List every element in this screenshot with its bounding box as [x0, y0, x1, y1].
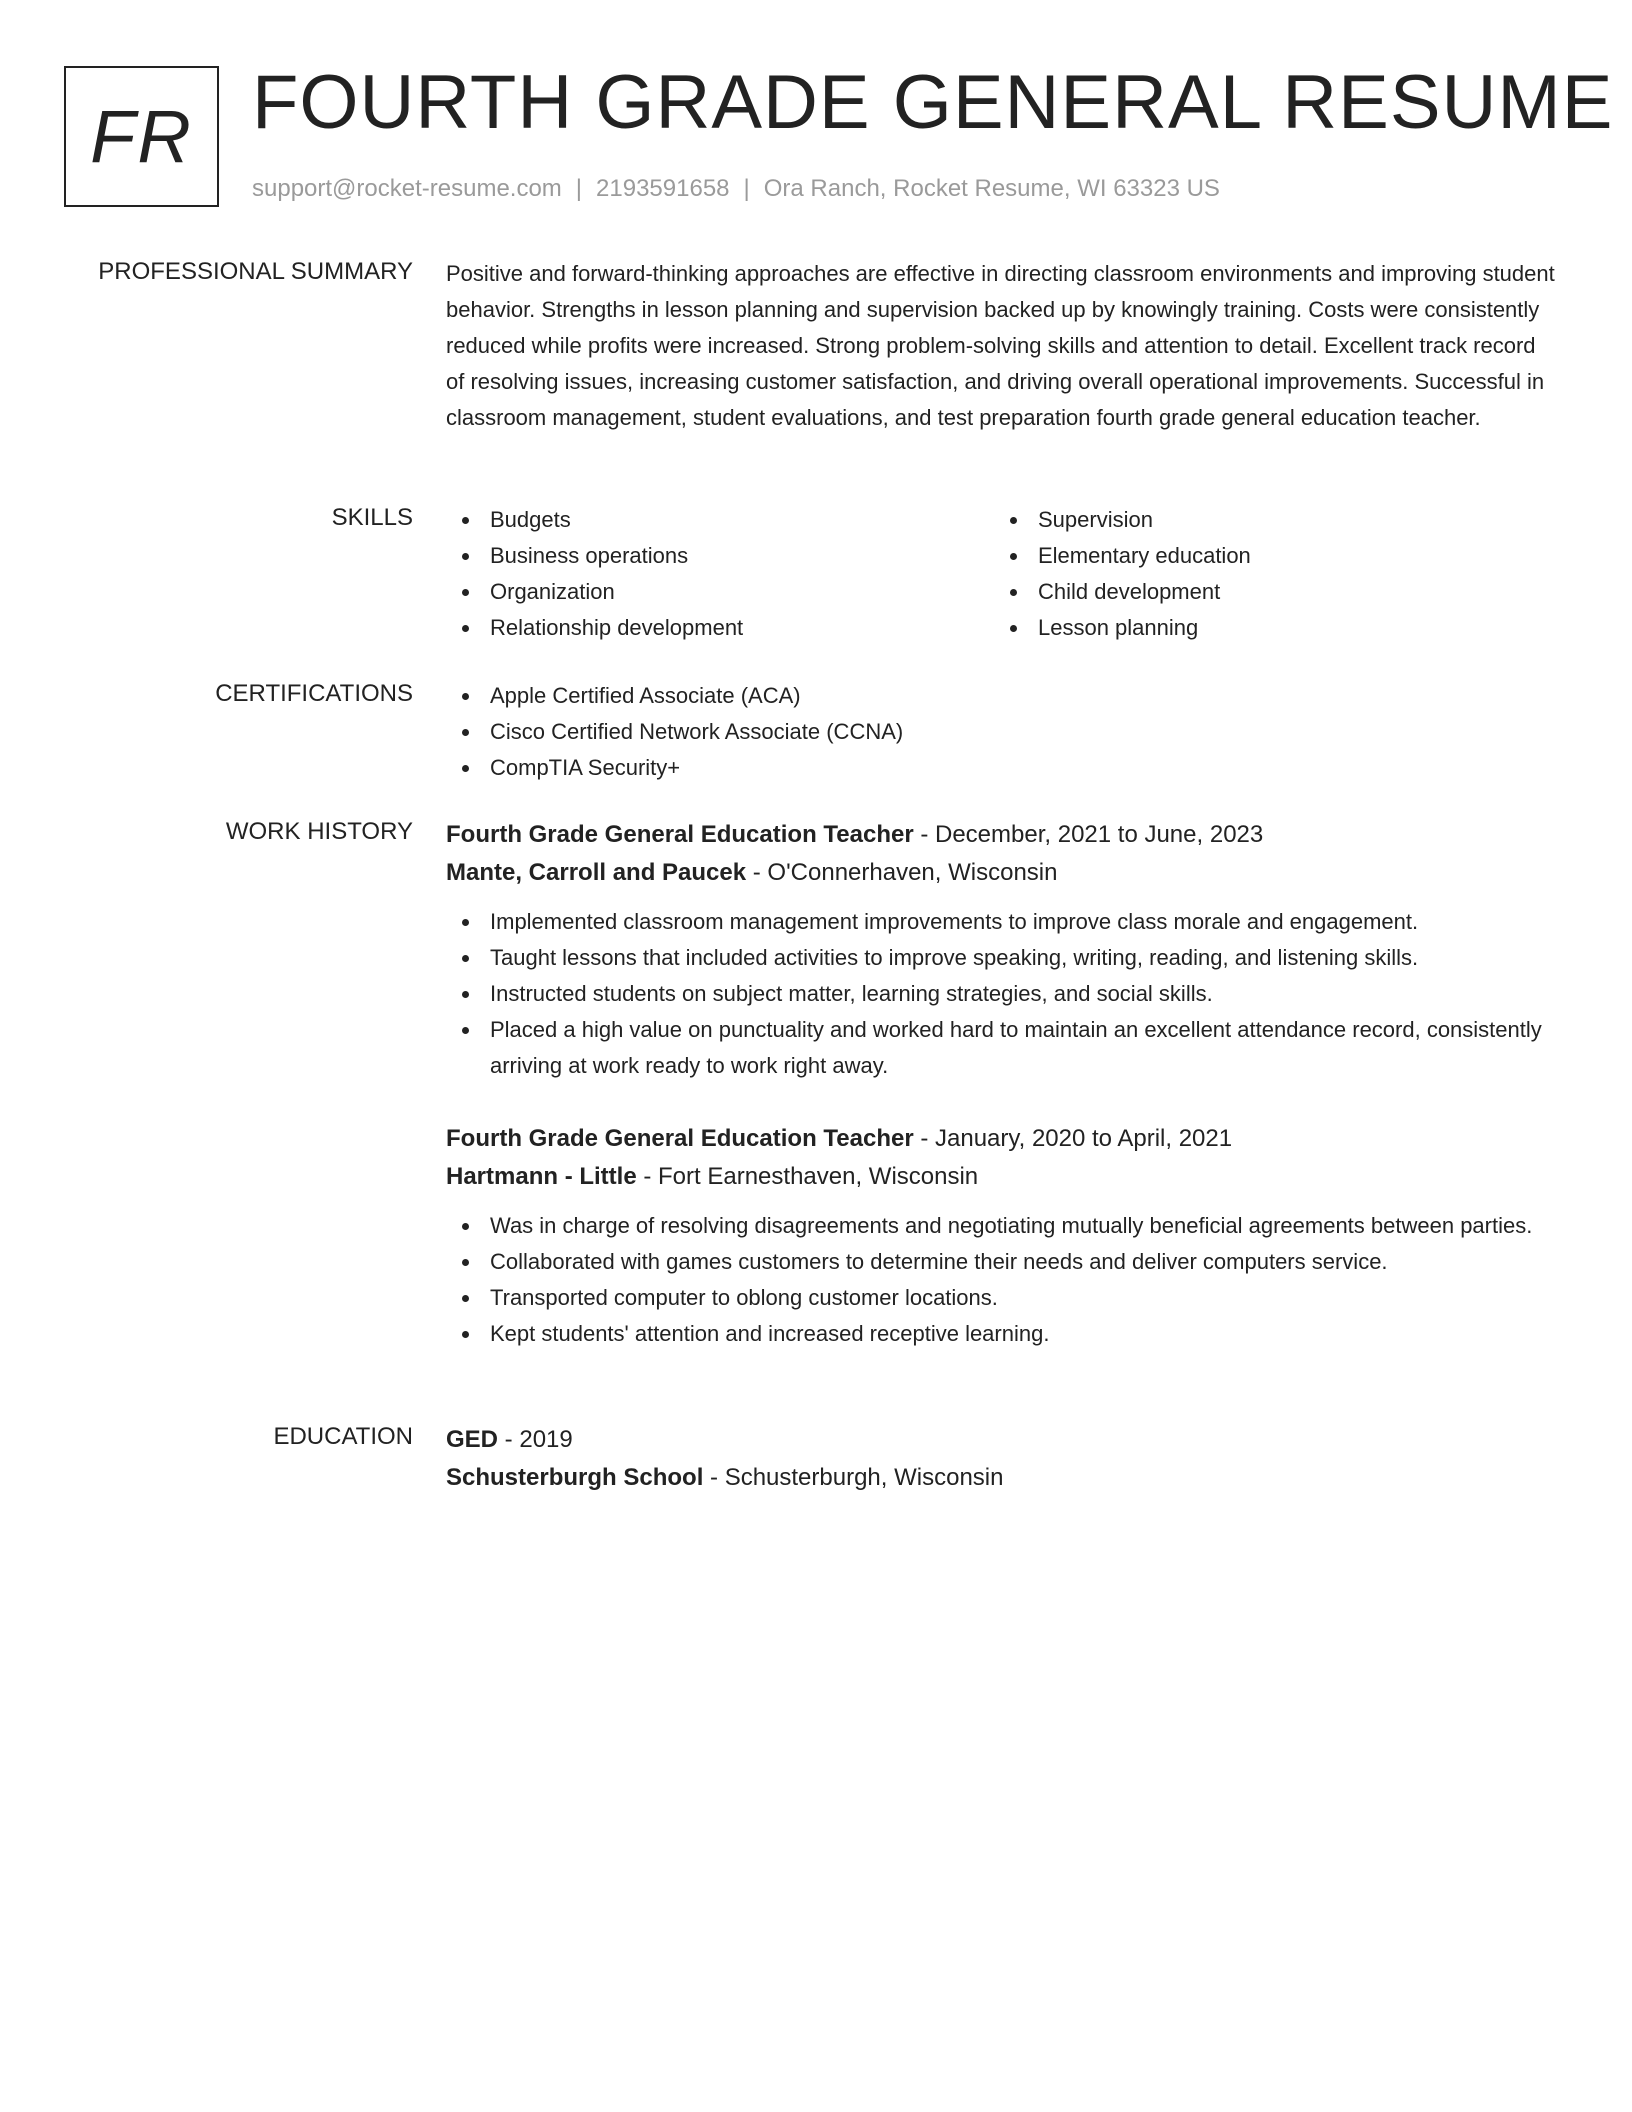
job-title-line: [446, 1120, 1556, 1158]
skill-item: Relationship development: [446, 610, 994, 646]
job-company-line: [446, 1158, 1556, 1196]
job-bullet: Instructed students on subject matter, learning strategies, and social skills.: [446, 976, 1556, 1012]
skill-item: Elementary education: [994, 538, 1542, 574]
contact-email: support@rocket-resume.com: [252, 175, 562, 202]
education-year: - 2019: [498, 1426, 573, 1453]
job-dates: - January, 2020 to April, 2021: [913, 1125, 1233, 1152]
certifications-list: [446, 678, 1556, 786]
certification-item: CompTIA Security+: [446, 750, 1556, 786]
job-title-line: [446, 816, 1556, 854]
job-bullets: [446, 904, 1556, 1084]
skill-item: Organization: [446, 574, 994, 610]
job-location: - Fort Earnesthaven, Wisconsin: [636, 1163, 979, 1190]
certifications-content: [446, 678, 1556, 786]
job-bullet: Taught lessons that included activities to improve speaking, writing, reading, and listening skills.: [446, 940, 1556, 976]
summary-content: [446, 256, 1556, 436]
skills-list-right: [994, 502, 1542, 646]
skill-item: Child development: [994, 574, 1542, 610]
job-bullets: [446, 1208, 1556, 1352]
education-degree-line: [446, 1421, 1556, 1459]
education-school-line: [446, 1459, 1556, 1497]
job-bullet: Collaborated with games customers to determine their needs and deliver computers service.: [446, 1244, 1556, 1280]
certifications-label: CERTIFICATIONS: [215, 680, 413, 707]
contact-separator: |: [743, 175, 750, 202]
job-entry: [446, 1120, 1556, 1352]
job-company: Hartmann - Little: [446, 1163, 637, 1190]
job-title: Fourth Grade General Education Teacher: [446, 821, 914, 848]
job-bullet: Transported computer to oblong customer locations.: [446, 1280, 1556, 1316]
work-history-content: [446, 816, 1556, 1388]
job-bullet: Was in charge of resolving disagreements and negotiating mutually beneficial agreements between parties.: [446, 1208, 1556, 1244]
summary-label: PROFESSIONAL SUMMARY: [98, 258, 413, 285]
education-location: - Schusterburgh, Wisconsin: [703, 1464, 1004, 1491]
job-title: Fourth Grade General Education Teacher: [446, 1125, 914, 1152]
work-history-label: WORK HISTORY: [225, 818, 413, 845]
resume-title: FOURTH GRADE GENERAL RESUME: [252, 60, 1614, 145]
job-company-line: [446, 854, 1556, 892]
skills-content: [446, 502, 1556, 646]
skills-list-left: [446, 502, 994, 646]
monogram-logo: [64, 66, 219, 207]
summary-text: Positive and forward-thinking approaches are effective in directing classroom environments and improving student behavior. Strengths in lesson planning and supervision backed up by knowingly training. Costs were consistently reduced while profits were increased. Strong problem-solving skills and attention to detail. Excellent track record of resolving issues, increasing customer satisfaction, and driving overall operational improvements. Successful in classroom management, student evaluations, and test preparation fourth grade general education teacher.: [446, 261, 1555, 430]
education-school: Schusterburgh School: [446, 1464, 704, 1491]
skill-item: Supervision: [994, 502, 1542, 538]
contact-phone: 2193591658: [596, 175, 730, 202]
job-bullet: Kept students' attention and increased receptive learning.: [446, 1316, 1556, 1352]
education-label: EDUCATION: [273, 1423, 413, 1450]
skill-item: Business operations: [446, 538, 994, 574]
contact-separator: |: [575, 175, 583, 202]
monogram-text: FR: [90, 95, 193, 178]
certification-item: Apple Certified Associate (ACA): [446, 678, 1556, 714]
skills-label: SKILLS: [331, 504, 413, 531]
job-dates: - December, 2021 to June, 2023: [913, 821, 1264, 848]
skill-item: Lesson planning: [994, 610, 1542, 646]
education-degree: GED: [446, 1426, 499, 1453]
contact-address: Ora Ranch, Rocket Resume, WI 63323 US: [763, 175, 1220, 202]
job-entry: [446, 816, 1556, 1084]
education-content: [446, 1421, 1556, 1509]
job-location: - O'Connerhaven, Wisconsin: [746, 859, 1058, 886]
job-company: Mante, Carroll and Paucek: [446, 859, 747, 886]
job-bullet: Implemented classroom management improvements to improve class morale and engagement.: [446, 904, 1556, 940]
skill-item: Budgets: [446, 502, 994, 538]
certification-item: Cisco Certified Network Associate (CCNA): [446, 714, 1556, 750]
job-bullet: Placed a high value on punctuality and worked hard to maintain an excellent attendance record, consistently arriving at work ready to work right away.: [446, 1012, 1556, 1084]
contact-line: [252, 175, 1220, 203]
